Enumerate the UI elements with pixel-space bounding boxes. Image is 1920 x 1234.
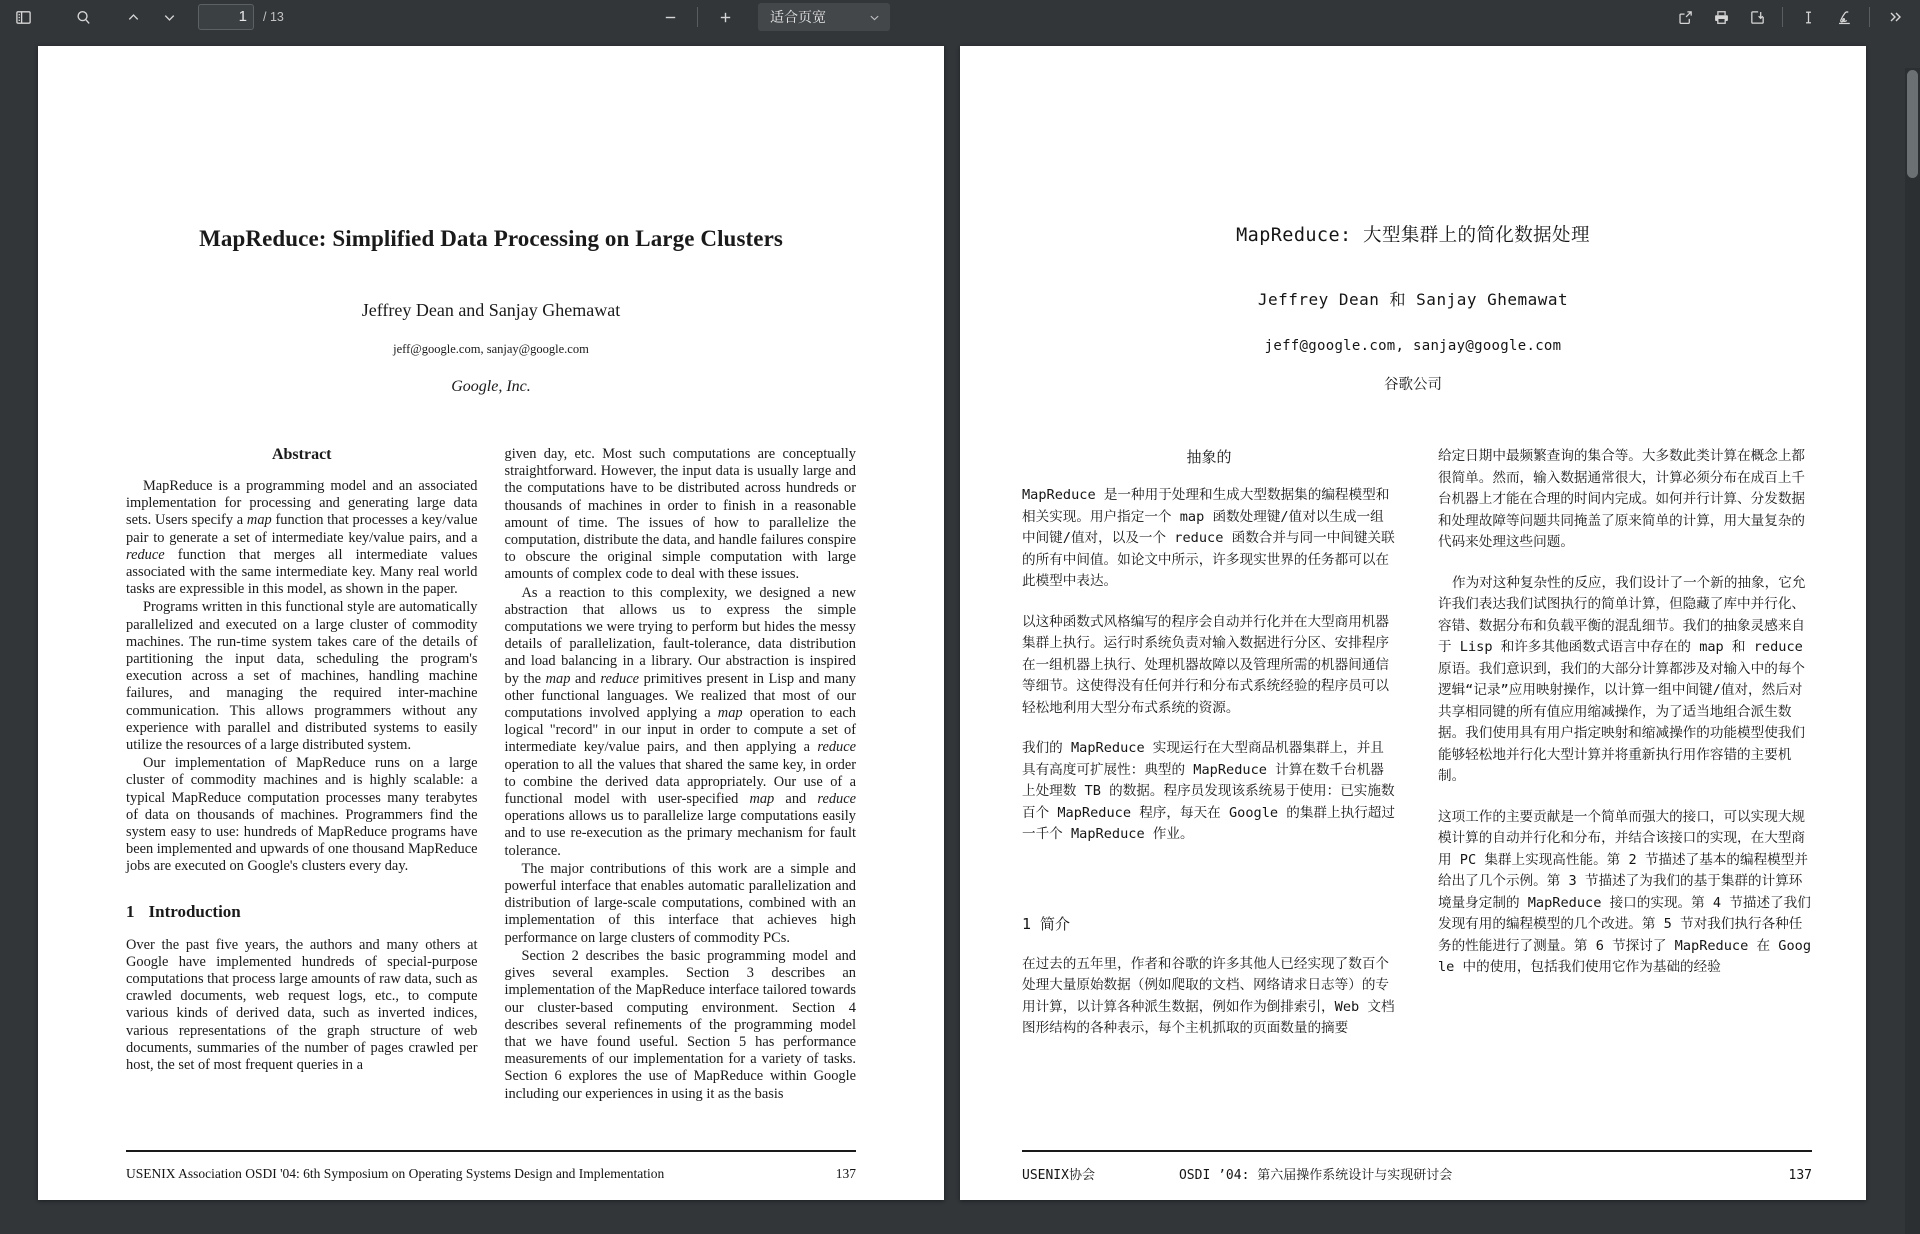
- page-footer: [126, 1166, 856, 1182]
- footer-center-text: OSDI ’04: 第六届操作系统设计与实现研讨会: [1178, 1168, 1453, 1183]
- chevron-up-icon: [126, 10, 141, 25]
- column-left: [1022, 446, 1396, 1059]
- authors-line: Jeffrey Dean and Sanjay Ghemawat: [361, 300, 621, 320]
- search-button[interactable]: [66, 2, 100, 32]
- double-chevron-right-icon: [1887, 9, 1903, 25]
- emails-line: jeff@google.com, sanjay@google.com: [1264, 338, 1562, 354]
- paragraph: given day, etc. Most such computations are conceptually straightforward. However, the input data is usually large and the computations have to be distributed across hundreds or thousands of machines in order to finish in a reasonable amount of time. The issues of how to parallelize the computation, distribute the data, and handle failures conspire to obscure the original simple computation with large amounts of complex code to deal with these issues.: [504, 446, 856, 583]
- open-in-new-window-button[interactable]: [1668, 2, 1702, 32]
- previous-page-button[interactable]: [116, 2, 150, 32]
- two-column-body: [1022, 446, 1812, 1059]
- paragraph: The major contributions of this work are a simple and powerful interface that enables automatic parallelization and distribution of large-scale computations, combined with an implementation of this interface that achieves high performance on large clusters of commodity PCs.: [504, 860, 856, 946]
- paragraph: Our implementation of MapReduce runs on a large cluster of commodity machines and is highly scalable: a typical MapReduce computation processes many terabytes of data on thousands of machines. Programmers find the system easy to use: hundreds of MapReduce programs have been implemented and upwards of one thousand MapReduce jobs are executed on Google's clusters every day.: [126, 755, 478, 875]
- next-page-button[interactable]: [152, 2, 186, 32]
- affiliation-line: 谷歌公司: [1384, 377, 1442, 393]
- zoom-level-label: 适合页宽: [770, 9, 826, 25]
- footer-left-text: USENIX Association OSDI '04: 6th Symposium on Operating Systems Design and Implementation: [126, 1166, 665, 1181]
- zoom-out-button[interactable]: [653, 2, 687, 32]
- sidebar-panel-icon: [15, 9, 32, 26]
- more-options-button[interactable]: [1878, 2, 1912, 32]
- page-title: MapReduce: Simplified Data Processing on Large Clusters: [199, 226, 783, 251]
- pen-icon: [1836, 9, 1853, 26]
- section-title: Introduction: [148, 901, 241, 921]
- paragraph: Programs written in this functional style are automatically parallelized and executed on a large cluster of commodity machines. The run-time system takes care of the details of partitioning the input data, scheduling the program's execution across a set of machines, handling machine failures, and managing the required inter-machine communication. This allows programmers without any experience with parallel and distributed systems to easily utilize the resources of a large distributed system.: [126, 599, 478, 754]
- page-title: MapReduce: 大型集群上的简化数据处理: [1236, 225, 1590, 246]
- section-heading-introduction: 1 简介: [1022, 914, 1071, 933]
- paragraph: As a reaction to this complexity, we designed a new abstraction that allows us to express the simple computations we were trying to perform but hides the messy details of parallelization, fault-tolerance, data distribution and load balancing in a library. Our abstraction is inspired by the map and reduce primitives present in Lisp and many other functional languages. We realized that most of our computations involved applying a map operation to each logical "record" in our input in order to compute a set of intermediate key/value pairs, and then applying a reduce operation to all the values that shared the same key, in order to combine the derived data appropriately. Our use of a functional model with user-specified map and reduce operations allows us to parallelize large computations easily and to use re-execution as the primary mechanism for fault tolerance.: [504, 584, 856, 859]
- zoom-in-button[interactable]: [708, 2, 742, 32]
- text-cursor-icon: [1800, 9, 1817, 26]
- paragraph: MapReduce 是一种用于处理和生成大型数据集的编程模型和相关实现。用户指定一个 map 函数处理键/值对以生成一组中间键/值对，以及一个 reduce 函数合并与同一中间键关联的所有中间值。如论文中所示，许多现实世界的任务都可以在此模型中表达。: [1022, 487, 1395, 589]
- text-selection-tool-button[interactable]: [1791, 2, 1825, 32]
- footer-rule: [1022, 1150, 1812, 1152]
- pdf-page-english[interactable]: [38, 46, 944, 1200]
- download-icon: [1749, 9, 1766, 26]
- external-link-icon: [1677, 9, 1694, 26]
- toolbar-divider: [1869, 7, 1870, 27]
- annotate-tool-button[interactable]: [1827, 2, 1861, 32]
- paragraph: 给定日期中最频繁查询的集合等。大多数此类计算在概念上都很简单。然而，输入数据通常很大，计算必须分布在成百上千台机器上才能在合理的时间内完成。如何并行计算、分发数据和处理故障等问题共同掩盖了原来简单的计算，用大量复杂的代码来处理这些问题。: [1438, 448, 1806, 550]
- paragraph: MapReduce is a programming model and an associated implementation for processing and generating large data sets. Users specify a map function that processes a key/value pair to generate a set of intermediate key/value pairs, and a reduce function that merges all intermediate values associated with the same intermediate key. Many real world tasks are expressible in this model, as shown in the paper.: [126, 478, 478, 598]
- paragraph: 作为对这种复杂性的反应，我们设计了一个新的抽象，它允许我们表达我们试图执行的简单计算，但隐藏了库中并行化、容错、数据分布和负载平衡的混乱细节。我们的抽象灵感来自于 Lisp 和许多其他函数式语言中存在的 map 和 reduce 原语。我们意识到，我们的大部分计算都涉及对输入中的每个逻辑“记录”应用映射操作，以计算一组中间键/值对，然后对共享相同键的所有值应用缩减操作，为了适当地组合派生数据。我们使用具有用户指定映射和缩减操作的功能模型使我们能够轻松地并行化大型计算并将重新执行用作容错的主要机制。: [1438, 574, 1806, 784]
- toolbar-divider: [697, 7, 698, 27]
- paragraph: 在过去的五年里，作者和谷歌的许多其他人已经实现了数百个处理大量原始数据（例如爬取的文档、网络请求日志等）的专用计算，以计算各种派生数据，例如作为倒排索引，Web 文档图形结构的各种表示，每个主机抓取的页面数量的摘要: [1022, 955, 1395, 1036]
- section-number: 1: [126, 901, 135, 921]
- layout-spacer: [1022, 865, 1396, 903]
- affiliation-line: Google, Inc.: [451, 378, 531, 395]
- paragraph: 我们的 MapReduce 实现运行在大型商品机器集群上，并且具有高度可扩展性：典型的 MapReduce 计算在数千台机器上处理数 TB 的数据。程序员发现该系统易于使用：已实施数百个 MapReduce 程序，每天在 Google 的集群上执行超过一千个 MapReduce 作业。: [1022, 740, 1395, 842]
- sidebar-toggle-button[interactable]: [6, 2, 40, 32]
- chevron-down-icon: [162, 10, 177, 25]
- column-right: [1438, 446, 1812, 1059]
- chevron-down-icon: [868, 11, 881, 24]
- pdf-toolbar: [0, 0, 1920, 34]
- abstract-heading: 抽象的: [1186, 448, 1232, 466]
- paragraph: Over the past five years, the authors and many others at Google have implemented hundreds of special-purpose computations that process large amounts of raw data, such as crawled documents, web request logs, etc., to compute various kinds of derived data, such as inverted indices, various representations of the graph structure of web documents, summaries of the number of pages crawled per host, the set of most frequent queries in a: [126, 936, 478, 1074]
- toolbar-divider: [1782, 7, 1783, 27]
- footer-page-number: 137: [835, 1166, 856, 1181]
- column-left: [126, 446, 478, 1104]
- page-count-label: / 13: [263, 10, 284, 24]
- print-button[interactable]: [1704, 2, 1738, 32]
- vertical-scrollbar[interactable]: [1905, 68, 1920, 1234]
- printer-icon: [1713, 9, 1730, 26]
- search-icon: [75, 9, 92, 26]
- abstract-heading: Abstract: [271, 446, 332, 463]
- section-heading-introduction: [126, 902, 478, 922]
- paragraph: Section 2 describes the basic programming model and gives several examples. Section 3 describes an implementation of the MapReduce interface tailored towards our cluster-based computing environment. Section 4 describes several refinements of the programming model that we have found useful. Section 5 has performance measurements of our implementation for a variety of tasks. Section 6 explores the use of MapReduce within Google including our experiences in using it as the basis: [504, 947, 856, 1102]
- pdf-page-chinese[interactable]: [960, 46, 1866, 1200]
- authors-line: Jeffrey Dean 和 Sanjay Ghemawat: [1257, 290, 1569, 309]
- footer-rule: [126, 1150, 856, 1152]
- column-right: [505, 446, 857, 1104]
- two-column-body: [126, 446, 856, 1104]
- footer-page-number: 137: [1788, 1168, 1812, 1183]
- pdf-viewer-area[interactable]: [0, 34, 1920, 1200]
- page-footer: [1022, 1164, 1812, 1183]
- paragraph: 以这种函数式风格编写的程序会自动并行化并在大型商用机器集群上执行。运行时系统负责对输入数据进行分区、安排程序在一组机器上执行、处理机器故障以及管理所需的机器间通信等细节。这使得没有任何并行和分布式系统经验的程序员可以轻松地利用大型分布式系统的资源。: [1022, 613, 1390, 716]
- footer-left-text: USENIX协会: [1022, 1168, 1095, 1183]
- download-button[interactable]: [1740, 2, 1774, 32]
- emails-line: jeff@google.com, sanjay@google.com: [393, 342, 589, 356]
- zoom-level-select[interactable]: [758, 3, 890, 31]
- page-number-input[interactable]: 1: [198, 4, 254, 30]
- scrollbar-thumb[interactable]: [1907, 70, 1918, 178]
- paragraph: 这项工作的主要贡献是一个简单而强大的接口，可以实现大规模计算的自动并行化和分布，并结合该接口的实现，在大型商用 PC 集群上实现高性能。第 2 节描述了基本的编程模型并给出了几个示例。第 3 节描述了为我们的基于集群的计算环境量身定制的 MapReduce 接口的实现。第 4 节描述了我们发现有用的编程模型的几个改进。第 5 节对我们执行各种任务的性能进行了测量。第 6 节探讨了 MapReduce 在 Google 中的使用，包括我们使用它作为基础的经验: [1438, 808, 1811, 975]
